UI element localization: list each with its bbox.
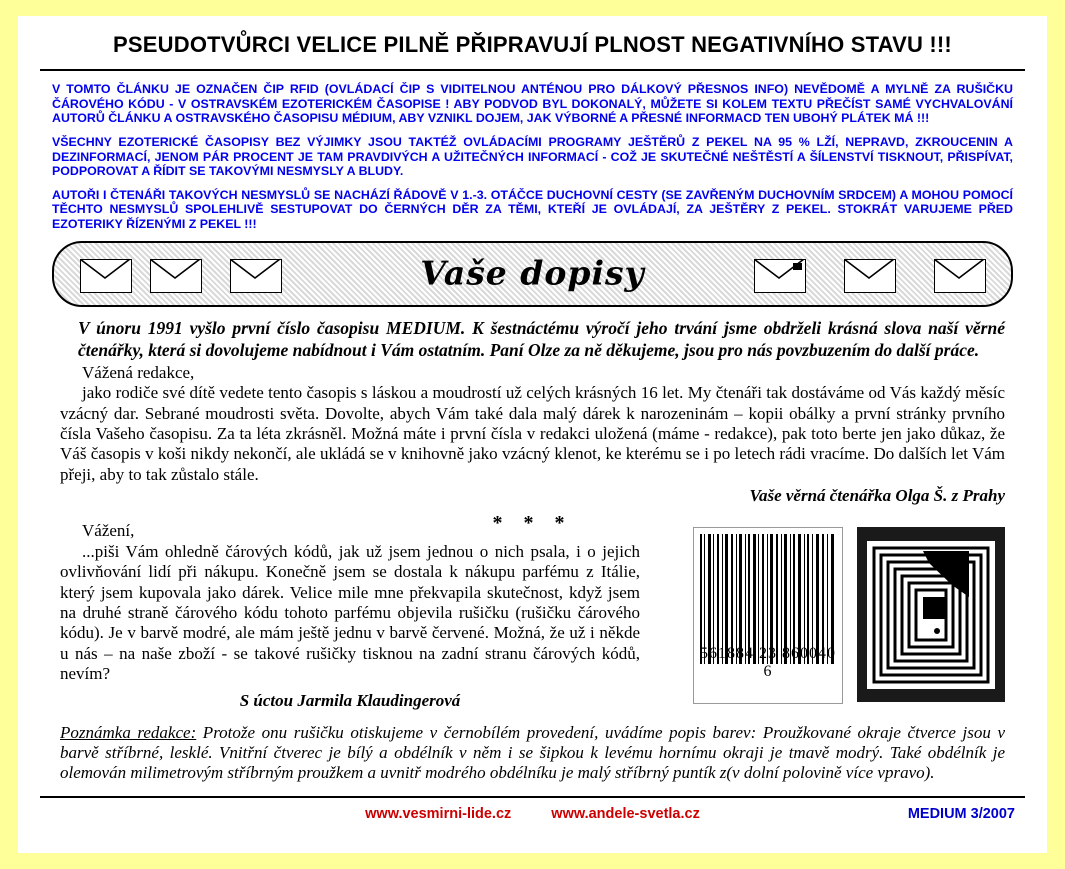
envelope-flap-icon xyxy=(80,259,130,291)
letter-1-body: jako rodiče své dítě vedete tento časopis s láskou a moudrostí už celých krásných 16 let. My čtenáři tak dostáváme od Vás každý měsíc vzácný dar. Sebrané moudrosti světa. Dovolte, abych Vám také dala malý dárek k narozeninám – kopii obálky a první stránky prvního čísla Vašeho časopisu. Za ta léta zkrásněl. Možná máte i první čísla v redakci uložená (máme - redakce), pak toto berte jen jako důkaz, že Váš časopis v koši nikdy nekončí, ale ukládá se v knihovně jako vzácný klenot, ke kterému se i po letech rádi vracíme. Do dalších let Vám přeji, aby to tak zůstalo stále. xyxy=(60,383,1005,484)
letter-1-signature: Vaše věrná čtenářka Olga Š. z Prahy xyxy=(749,486,1005,506)
rfid-antenna-icon xyxy=(857,527,1005,702)
envelope-icon xyxy=(934,259,986,293)
letters-banner xyxy=(52,241,1013,307)
barcode-image xyxy=(693,527,843,704)
illustrations xyxy=(693,527,1005,704)
banner-script-title: Vaše dopisy xyxy=(420,253,645,293)
section-divider-stars: * * * xyxy=(492,512,573,535)
letter-2-signature: S úctou Jarmila Klaudingerová xyxy=(239,690,461,710)
envelope-icon xyxy=(754,259,806,293)
letter-1-salutation: Vážená redakce, xyxy=(82,362,195,382)
blue-paragraph-2: VŠECHNY EZOTERICKÉ ČASOPISY BEZ VÝJIMKY JSOU TAKTÉŽ OVLÁDACÍMI PROGRAMY JEŠTĚRŮ Z PEKEL NA 95 % LŽÍ, NEPRAVD, ZKROUCENIN A DEZINFORMACÍ, JENOM PÁR PROCENT JE TAM PRAVDIVÝCH A UŽITEČNÝCH INFORMACÍ - COŽ JE SKUTEČNÉ NEŠTĚSTÍ A ŠÍLENSTVÍ TISKNOUT, PŘISPÍVAT, PODPOROVAT A ŘÍDIT SE TAKOVÝMI NESMYSLY A BLUDY. xyxy=(52,134,1013,179)
envelope-flap-icon xyxy=(844,259,894,291)
envelope-flap-icon xyxy=(230,259,280,291)
reader-letter-1 xyxy=(60,363,1005,507)
envelope-icon xyxy=(844,259,896,293)
reader-letter-2 xyxy=(60,521,640,684)
footer-link-andele-svetla[interactable]: www.andele-svetla.cz xyxy=(551,805,700,822)
envelope-icon xyxy=(150,259,202,293)
blue-paragraph-3: AUTOŘI I ČTENÁŘI TAKOVÝCH NESMYSLŮ SE NACHÁZÍ ŘÁDOVĚ V 1.-3. OTÁČCE DUCHOVNÍ CESTY (SE ZAVŘENÝM DUCHOVNÍM SRDCEM) A MOHOU POMOCÍ TĚCHTO NESMYSLŮ SPOLEHLIVĚ SESTUPOVAT DO ČERNÝCH DĚR ZA TĚMI, KTEŘÍ JE OVLÁDAJÍ, ZA JEŠTĚRY Z PEKEL. STOKRÁT VARUJEME PŘED EZOTERIKY ŘÍZENÝMI Z PEKEL !!! xyxy=(52,187,1013,231)
blue-commentary xyxy=(52,71,1013,232)
editorial-note xyxy=(60,723,1005,784)
editorial-note-label: Poznámka redakce: xyxy=(60,722,197,742)
barcode-digits: 561884 23 860040 6 xyxy=(700,645,836,681)
editorial-intro: V únoru 1991 vyšlo první číslo časopisu MEDIUM. K šestnáctému výročí jeho trvání jsme obdrželi krásná slova naší věrné čtenářky, která si dovolujeme nabídnout i Vám ostatním. Paní Olze za ně děkujeme, jsou pro nás povzbuzením do další práce. xyxy=(78,317,1005,360)
footer-issue: MEDIUM 3/2007 xyxy=(907,805,1015,822)
lower-section xyxy=(60,521,1005,710)
envelope-flap-icon xyxy=(934,259,984,291)
envelope-icon xyxy=(230,259,282,293)
rfid-chip-image xyxy=(857,527,1005,702)
footer xyxy=(44,798,1021,832)
letter-2-body: ...piši Vám ohledně čárových kódů, jak už jsem jednou o nich psala, i o jejich ovlivňování lidí při nákupu. Konečně jsem se dostala k nákupu parfému z Itálie, který jsem kupovala jako dárek. Velice mile mne překvapila skutečnost, když jsem na druhé straně čárového kódu tohoto parfému objevila rušičku (rušičku čárového kódu). Je v barvě modré, ale mám ještě jednu v barvě červené. Možná, že už i někde u nás – na naše zboží - se takové rušičky tisknou na zadní stranu čárových kódů, nevím? xyxy=(60,541,640,684)
letter-2-salutation: Vážení, xyxy=(82,521,135,541)
envelope-flap-icon xyxy=(150,259,200,291)
envelope-icon xyxy=(80,259,132,293)
stamp-icon xyxy=(793,263,802,270)
editorial-note-text: Protože onu rušičku otiskujeme v černobílém provedení, uvádíme popis barev: Proužkované okraje čtverce jsou v barvě stříbrné, lesklé. Vnitřní čtverec je bílý a obdélník v něm i se šipkou k levému hornímu okraji je tmavě modrý. Také obdélník je olemován milimetrovým stříbrným proužkem a uvnitř modrého obdélníku je malý stříbrný puntík z(v dolní polovině více vpravo). xyxy=(60,722,1005,783)
page-title: PSEUDOTVŮRCI VELICE PILNĚ PŘIPRAVUJÍ PLNOST NEGATIVNÍHO STAVU !!! xyxy=(113,32,952,57)
footer-link-vesmirni-lide[interactable]: www.vesmirni-lide.cz xyxy=(365,805,512,822)
blue-paragraph-1: V TOMTO ČLÁNKU JE OZNAČEN ČIP RFID (OVLÁDACÍ ČIP S VIDITELNOU ANTÉNOU PRO DÁLKOVÝ PŘESNOS INFO) NEVĚDOMĚ A MYLNĚ ZA RUŠIČKU ČÁROVÉHO KÓDU - V OSTRAVSKÉM EZOTERICKÉM ČASOPISE ! ABY PODVOD BYL DOKONALÝ, MŮŽETE SI KOLEM TEXTU PŘEČÍST SAMÉ VYCHVALOVÁNÍ AUTORŮ ČLÁNKU A OSTRAVSKÉHO ČASOPISU MÉDIUM, ABY VZNIKL DOJEM, JAK VÝBORNÉ A PŘESNÉ INFORMACD TEN UBOHÝ PLÁTEK MÁ !!! xyxy=(52,82,1013,126)
envelope-flap-icon xyxy=(754,259,804,291)
document-sheet xyxy=(18,16,1047,853)
footer-links xyxy=(44,806,1021,822)
